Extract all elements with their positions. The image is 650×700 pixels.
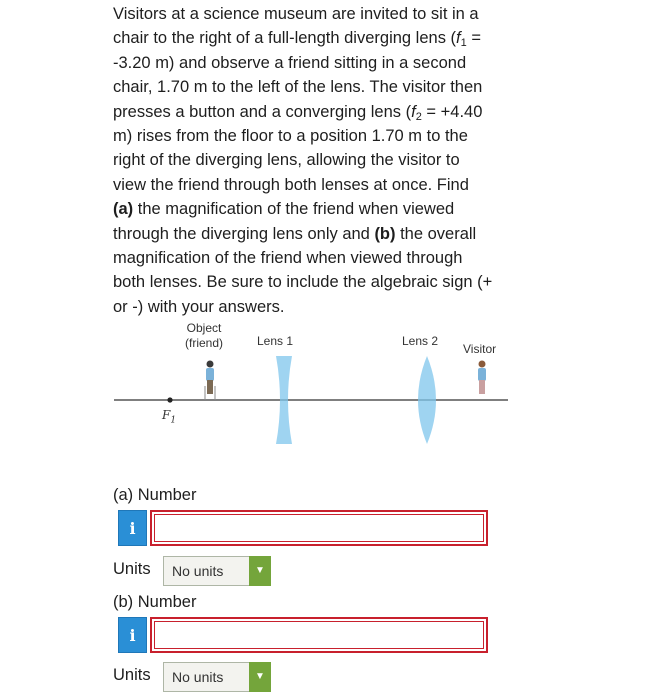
visitor-label: Visitor <box>463 342 497 356</box>
problem-line: -3.20 m) and observe a friend sitting in a second <box>113 53 467 72</box>
visitor-figure-icon <box>478 361 486 395</box>
lens-diagram <box>100 318 520 458</box>
problem-line: chair to the right of a full-length diverging lens ($f_1$ = <box>113 29 481 50</box>
problem-statement <box>113 2 513 319</box>
info-icon[interactable]: i <box>118 617 147 653</box>
part-b-units-dropdown[interactable] <box>163 662 271 692</box>
part-a-answer-row <box>118 510 490 546</box>
converging-lens-shape <box>418 356 436 444</box>
object-label: Object (friend) <box>185 321 224 350</box>
focal-point-label: $F_1$ <box>162 408 177 426</box>
part-a-number-input[interactable] <box>150 510 488 546</box>
units-selected-value: No units <box>172 669 224 685</box>
units-label: Units <box>113 666 151 684</box>
part-b-number-input[interactable] <box>150 617 488 653</box>
friend-figure-icon <box>205 361 215 401</box>
part-a-label: (a) Number <box>113 486 197 504</box>
part-b-answer-row <box>118 617 490 653</box>
part-b-label: (b) Number <box>113 593 197 611</box>
problem-line: or -) with your answers. <box>113 297 285 316</box>
units-selected-value: No units <box>172 563 224 579</box>
problem-line: magnification of the friend when viewed through <box>113 249 463 268</box>
problem-line: chair, 1.70 m to the left of the lens. The visitor then <box>113 78 483 97</box>
part-a-units-dropdown[interactable] <box>163 556 271 586</box>
units-label: Units <box>113 560 151 578</box>
focal-point-dot <box>167 397 172 402</box>
lens2-label: Lens 2 <box>402 334 439 348</box>
chevron-down-icon[interactable]: ▼ <box>249 662 271 692</box>
info-icon[interactable]: i <box>118 510 147 546</box>
lens1-label: Lens 1 <box>257 334 294 348</box>
chevron-down-icon[interactable]: ▼ <box>249 556 271 586</box>
problem-line: right of the diverging lens, allowing the visitor to <box>113 151 460 170</box>
problem-line: m) rises from the floor to a position 1.70 m to the <box>113 127 468 146</box>
problem-line: Visitors at a science museum are invited to sit in a <box>113 5 479 23</box>
diagram-graphics <box>100 318 520 458</box>
problem-line: both lenses. Be sure to include the algebraic sign (+ <box>113 273 493 292</box>
problem-line: through the diverging lens only and (b) the overall <box>113 224 477 243</box>
problem-line: view the friend through both lenses at once. Find <box>113 175 469 194</box>
problem-line: presses a button and a converging lens ($f_2 = +4.40$ <box>113 102 483 123</box>
problem-line: (a) the magnification of the friend when viewed <box>113 200 455 219</box>
